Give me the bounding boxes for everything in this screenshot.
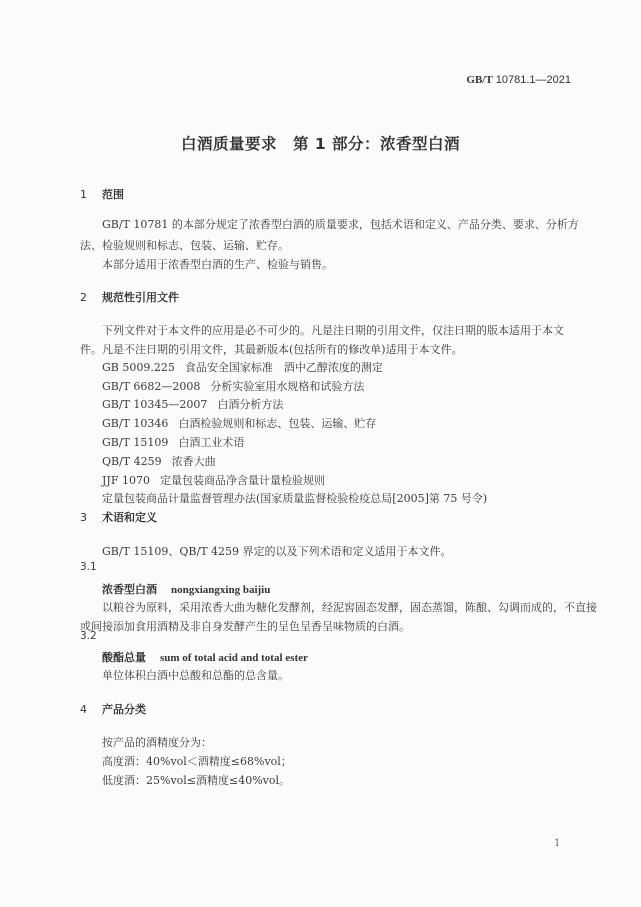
standard-number: 10781.1—2021 [495, 74, 571, 86]
paragraph: 件。凡是不注日期的引用文件，其最新版本(包括所有的修改单)适用于本文件。 [80, 343, 463, 356]
reference-code: QB/T 4259 [102, 455, 162, 468]
reference-code: GB 5009.225 [102, 361, 175, 374]
term-definition: 以粮谷为原料，采用浓香大曲为糖化发酵剂，经泥窖固态发酵，固态蒸馏，陈酿、勾调而成的，不直接 [102, 601, 597, 614]
reference-code: GB/T 10346 [102, 417, 169, 430]
section-heading-text: 规范性引用文件 [102, 291, 179, 304]
section-4-heading [80, 701, 146, 717]
term-en: sum of total acid and total ester [160, 652, 308, 664]
term-definition: 或间接添加食用酒精及非自身发酵产生的呈色呈香呈味物质的白酒。 [80, 620, 410, 633]
standard-code [466, 74, 571, 86]
section-number: 2 [80, 291, 87, 304]
document-title: 白酒质量要求 第 1 部分：浓香型白酒 [180, 135, 461, 153]
reference-title: 定量包装商品净含量计量检验规则 [159, 474, 325, 487]
reference-title: 食品安全国家标准 酒中乙醇浓度的测定 [184, 361, 383, 374]
term-number: 3.1 [80, 561, 97, 573]
paragraph: 下列文件对于本文件的应用是必不可少的。凡是注日期的引用文件，仅注日期的版本适用于本文 [102, 324, 564, 337]
term-entry [102, 649, 308, 665]
section-heading-text: 术语和定义 [102, 511, 157, 524]
reference-item [102, 472, 325, 488]
paragraph: 法、检验规则和标志、包装、运输、贮存。 [80, 239, 289, 252]
reference-code: GB/T 6682—2008 [102, 380, 201, 393]
paragraph: GB/T 15109、QB/T 4259 界定的以及下列术语和定义适用于本文件。 [102, 545, 452, 558]
section-number: 3 [80, 511, 87, 524]
section-2-heading [80, 289, 179, 305]
section-number: 4 [80, 703, 87, 716]
reference-item [102, 434, 244, 450]
term-definition: 单位体积白酒中总酸和总酯的总含量。 [102, 669, 289, 682]
reference-code: GB/T 15109 [102, 436, 169, 449]
term-cn: 浓香型白酒 [102, 583, 157, 596]
paragraph: 本部分适用于浓香型白酒的生产、检验与销售。 [102, 258, 333, 271]
reference-item [102, 453, 216, 469]
reference-title: 白酒检验规则和标志、包装、运输、贮存 [178, 417, 377, 430]
term-cn: 酸酯总量 [102, 651, 146, 664]
reference-code: GB/T 10345—2007 [102, 398, 208, 411]
page-number: 1 [554, 838, 561, 849]
term-en: nongxiangxing baijiu [171, 584, 271, 596]
reference-title: 定量包装商品计量监督管理办法(国家质量监督检验检疫总局[2005]第 75 号令) [102, 492, 488, 505]
paragraph: 按产品的酒精度分为： [102, 736, 212, 749]
reference-title: 白酒工业术语 [178, 436, 245, 449]
reference-item [102, 396, 283, 412]
standard-prefix: GB/T [466, 74, 493, 86]
section-3-heading [80, 509, 157, 525]
paragraph: GB/T 10781 的本部分规定了浓香型白酒的质量要求，包括术语和定义、产品分类、要求、分析方 [102, 218, 579, 231]
paragraph: 高度酒：40%vol＜酒精度≤68%vol； [102, 755, 292, 768]
reference-title: 分析实验室用水规格和试验方法 [210, 380, 365, 393]
section-heading-text: 范围 [102, 188, 124, 201]
reference-title: 浓香大曲 [171, 455, 216, 468]
term-number: 3.2 [80, 630, 97, 642]
reference-item [102, 415, 376, 431]
reference-title: 白酒分析方法 [217, 398, 284, 411]
section-number: 1 [80, 188, 87, 201]
section-heading-text: 产品分类 [102, 703, 146, 716]
reference-code: JJF 1070 [102, 474, 150, 487]
reference-item [102, 378, 364, 394]
paragraph: 低度酒：25%vol≤酒精度≤40%vol。 [102, 774, 291, 787]
reference-item [102, 490, 487, 506]
reference-item [102, 359, 383, 375]
term-entry [102, 581, 270, 597]
section-1-heading [80, 186, 124, 202]
